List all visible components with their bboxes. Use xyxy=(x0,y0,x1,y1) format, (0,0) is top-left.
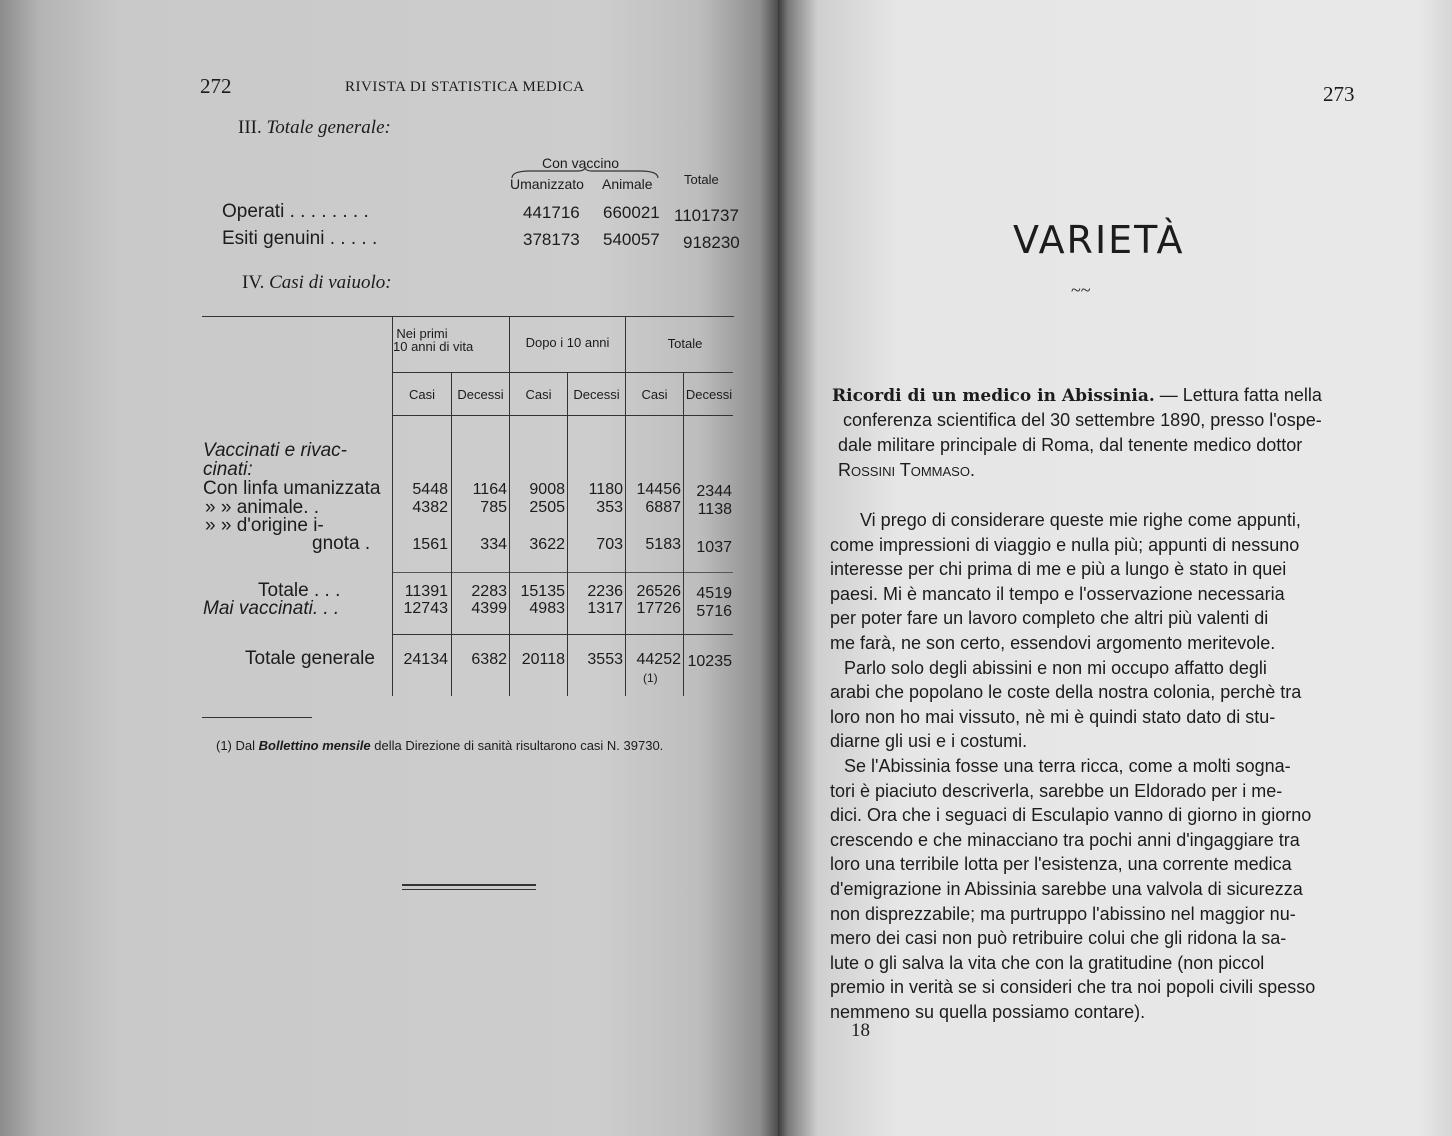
article-intro-line xyxy=(832,383,1322,409)
paragraph-line: Se l'Abissinia fosse una terra ricca, come a molti sogna- xyxy=(844,756,1291,776)
summary-cell: 918230 xyxy=(683,233,740,252)
ornament: ~~ xyxy=(1071,280,1091,300)
paragraph-line: dici. Ora che i seguaci di Esculapio vanno di giorno in giorno xyxy=(830,805,1312,826)
summary-col-animale: Animale xyxy=(602,176,653,192)
paragraph-line: interesse per chi prima di me e più a lungo è stato in quei xyxy=(830,559,1287,580)
sub-header: Decessi xyxy=(457,387,504,402)
table-cell: 14456 xyxy=(636,481,681,498)
table-cell: 2283 xyxy=(471,583,507,600)
table-cell: 1037 xyxy=(696,539,732,556)
table-cell: 3622 xyxy=(529,536,565,553)
summary-row-label: Esiti genuini . . . . . xyxy=(222,228,378,249)
summary-cell: 540057 xyxy=(603,230,660,249)
paragraph-line: tori è piaciuto descriverla, sarebbe un Eldorado per i me- xyxy=(830,780,1283,801)
page-number-left: 272 xyxy=(200,74,232,98)
note-marker: (1) xyxy=(643,671,658,685)
section-3-title: Totale generale: xyxy=(266,117,391,138)
table-row-label: Totale generale xyxy=(245,648,375,669)
running-title: RIVISTA DI STATISTICA MEDICA xyxy=(345,79,585,95)
summary-col-umanizzato: Umanizzato xyxy=(510,176,584,192)
paragraph-line: loro non ho mai vissuto, nè mi è quindi stato dato di stu- xyxy=(830,706,1276,727)
table-row-label: » » d'origine i- xyxy=(205,515,324,536)
table-cell: 353 xyxy=(596,499,623,516)
end-rule xyxy=(402,884,536,886)
paragraph-line: mero dei casi non può retribuire colui che gli ridona la sa- xyxy=(830,928,1287,949)
paragraph-line: nemmeno su quella possiamo contare). xyxy=(830,1002,1146,1022)
paragraph-line: arabi che popolano le coste della nostra colonia, perchè tra xyxy=(830,682,1302,703)
summary-col-totale: Totale xyxy=(684,172,719,187)
end-rule xyxy=(402,889,536,890)
table-cell: 4382 xyxy=(412,499,448,516)
section-4-heading xyxy=(242,272,392,294)
table-cell: 9008 xyxy=(529,481,565,498)
section-4-title: Casi di vaiuolo: xyxy=(269,272,392,293)
footnote xyxy=(216,738,663,753)
article-author: Rossini Tommaso. xyxy=(838,460,975,480)
table-cell: 20118 xyxy=(521,651,565,668)
summary-cell: 441716 xyxy=(523,203,580,222)
summary-cell: 1101737 xyxy=(674,206,739,225)
section-4-roman: IV. xyxy=(242,272,265,293)
table-subheader-rule xyxy=(393,415,733,416)
table-cell: 5716 xyxy=(696,603,732,620)
footnote-italic: Bollettino mensile xyxy=(258,738,371,753)
table-top-rule xyxy=(202,316,734,317)
table-cell: 5183 xyxy=(645,536,681,553)
table-cell: 4983 xyxy=(529,600,565,617)
section-3-roman: III. xyxy=(238,117,262,138)
table-cell: 11391 xyxy=(404,583,448,600)
article-intro-line: conferenza scientifica del 30 settembre 1890, presso l'ospe- xyxy=(843,410,1322,430)
table-cell: 4519 xyxy=(696,585,732,602)
category-label: Vaccinati e rivac- xyxy=(203,440,347,461)
sub-header: Casi xyxy=(525,387,552,402)
table-cell: 785 xyxy=(480,499,507,516)
summary-cell: 378173 xyxy=(523,230,580,249)
section-heading: VARIETÀ xyxy=(1013,218,1185,262)
table-header-rule xyxy=(393,372,733,373)
paragraph-line: diarne gli usi e i costumi. xyxy=(830,731,1028,752)
table-cell: 44252 xyxy=(636,651,681,668)
paragraph-line: premio in verità se si consideri che tra noi popoli civili spesso xyxy=(830,977,1316,998)
paragraph-line: paesi. Mi è mancato il tempo e l'osservazione necessaria xyxy=(830,583,1285,604)
sub-header: Decessi xyxy=(573,387,620,402)
table-cell: 6382 xyxy=(471,651,507,668)
section-3-heading xyxy=(238,117,391,139)
sub-header: Casi xyxy=(408,387,435,402)
article-title: Ricordi di un medico in Abissinia. xyxy=(832,386,1155,406)
table-cell: 1164 xyxy=(472,481,507,498)
table-cell: 1561 xyxy=(412,536,448,553)
table-cell: 2344 xyxy=(696,483,732,500)
article-intro-line-1: — Lettura fatta nella xyxy=(1154,385,1322,405)
group-header-first-10: Nei primi 10 anni di vita xyxy=(393,326,474,354)
table-row-label: Con linfa umanizzata xyxy=(203,478,381,499)
summary-row-label: Operati . . . . . . . . xyxy=(222,201,369,222)
sub-header: Casi xyxy=(641,387,668,402)
group-header-after-10: Dopo i 10 anni xyxy=(525,335,610,350)
footnote-marker: (1) xyxy=(216,738,232,753)
right-page xyxy=(778,0,1452,1136)
table-cell: 703 xyxy=(596,536,623,553)
table-divider xyxy=(567,372,568,696)
footnote-rule xyxy=(202,717,312,718)
paragraph-line: per poter fare un lavoro completo che altri più valenti di xyxy=(830,608,1269,629)
paragraph-line: me farà, ne son certo, essendovi argomento meritevole. xyxy=(830,633,1276,653)
table-cell: 2505 xyxy=(529,499,565,516)
paragraph-line: come impressioni di viaggio e nulla più; appunti di nessuno xyxy=(830,534,1300,555)
paragraph-line: crescendo e che minacciano tra pochi anni d'ingaggiare tra xyxy=(830,829,1300,850)
table-row-label: gnota . xyxy=(312,533,371,554)
paragraph-line: Parlo solo degli abissini e non mi occupo affatto degli xyxy=(844,657,1267,678)
table-cell: 1138 xyxy=(697,501,732,518)
table-divider xyxy=(451,372,452,696)
table-cell: 6887 xyxy=(645,499,681,516)
table-cell: 2236 xyxy=(587,583,623,600)
paragraph-line: non disprezzabile; ma purtruppo l'abissino nel maggior nu- xyxy=(830,903,1296,924)
category-label: cinati: xyxy=(203,459,253,480)
table-cell: 26526 xyxy=(636,583,681,600)
table-cell: 17726 xyxy=(636,600,681,617)
table-row-label: » » animale. . xyxy=(205,497,320,518)
table-cell: 12743 xyxy=(403,600,448,617)
summary-group-header: Con vaccino xyxy=(542,155,620,171)
table-cell: 10235 xyxy=(687,653,732,670)
footnote-prefix: Dal xyxy=(235,738,256,753)
paragraph-line: d'emigrazione in Abissinia sarebbe una valvola di sicurezza xyxy=(830,879,1303,899)
signature-mark: 18 xyxy=(851,1020,870,1041)
table-cell: 24134 xyxy=(403,651,448,668)
table-total-rule xyxy=(393,634,733,635)
table-subtotal-rule xyxy=(393,572,733,573)
table-cell: 4399 xyxy=(471,600,507,617)
table-cell: 334 xyxy=(480,536,507,553)
table-cell: 1317 xyxy=(587,600,623,617)
page-number-right: 273 xyxy=(1323,82,1355,106)
table-cell: 1180 xyxy=(588,481,623,498)
sub-header: Decessi xyxy=(685,387,733,402)
paragraph-line: loro una terribile lotta per l'esistenza, una corrente medica xyxy=(830,854,1292,875)
article-intro-line: dale militare principale di Roma, dal tenente medico dottor xyxy=(838,435,1303,455)
table-cell: 15135 xyxy=(520,583,565,600)
paragraph-line: lute o gli salva la vita che con la gratitudine (non piccol xyxy=(830,952,1265,973)
group-header-total: Totale xyxy=(667,336,703,351)
paragraph-line: Vi prego di considerare queste mie righe come appunti, xyxy=(860,510,1301,530)
footnote-suffix: della Direzione di sanità risultarono casi N. 39730. xyxy=(374,738,664,753)
table-divider xyxy=(683,372,684,696)
table-cell: 5448 xyxy=(412,481,448,498)
table-cell: 3553 xyxy=(587,651,623,668)
table-row-label: Totale . . . xyxy=(258,580,341,601)
summary-cell: 660021 xyxy=(603,203,660,222)
table-row-label: Mai vaccinati. . . xyxy=(203,598,340,619)
